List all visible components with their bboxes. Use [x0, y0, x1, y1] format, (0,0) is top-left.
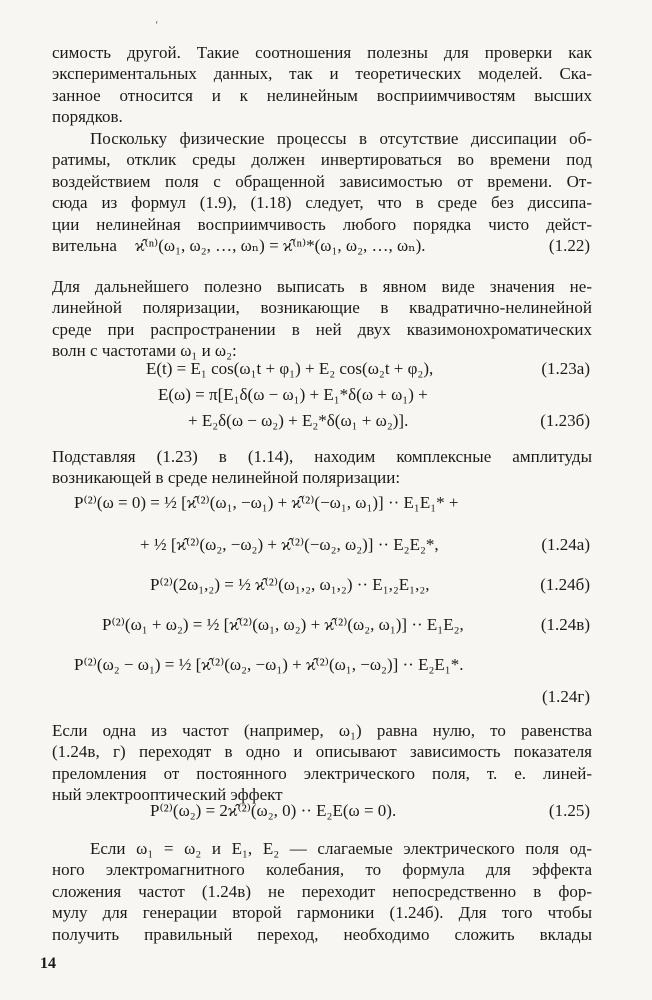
equation-number: (1.22) — [548, 236, 590, 255]
paragraph-sum-frequency — [52, 838, 592, 945]
margin-tick-mark: ʻ — [155, 20, 159, 31]
text-line: экспериментальных данных, так и теоретических моделей. Ска- — [52, 64, 592, 84]
equation-1-24b: P⁽²⁾(2ω₁,₂) = ½ ϰ̂⁽²⁾(ω₁,₂, ω₁,₂) ·· E₁,₂E₁,₂, — [150, 575, 430, 594]
equation-1-24g: P⁽²⁾(ω₂ − ω₁) = ½ [ϰ̂⁽²⁾(ω₂, −ω₁) + ϰ̂⁽²⁾(ω₁, −ω₂)] ·· E₂E₁*. — [74, 655, 464, 674]
text-line: занное относится и к нелинейным восприимчивостям высших — [52, 85, 592, 105]
text-line: линейной поляризации, возникающие в квадратично-нелинейной — [52, 298, 592, 318]
equation-1-25: P⁽²⁾(ω₂) = 2ϰ̂⁽²⁾(ω₂, 0) ·· E₂E(ω = 0). — [150, 801, 397, 820]
text-line: сложения частот (1.24в) не переходит непосредственно в фор- — [52, 881, 592, 901]
equation-1-23b-line1: E(ω) = π[E₁δ(ω − ω₁) + E₁*δ(ω + ω₁) + — [158, 385, 428, 404]
equation-number: (1.24в) — [540, 615, 590, 634]
text-line: ный электрооптический эффект — [52, 785, 283, 805]
equation-1-23a: E(t) = E₁ cos(ω₁t + φ₁) + E₂ cos(ω₂t + φ₂), — [146, 359, 434, 378]
equation-number: (1.24б) — [540, 575, 590, 594]
equation-number: (1.23а) — [541, 359, 590, 378]
equation-number: (1.25) — [548, 801, 590, 820]
text-line: воздействием поля с обращенной зависимостью от времени. От- — [52, 171, 592, 191]
equation-1-22: ϰ̂⁽ⁿ⁾(ω₁, ω₂, …, ωₙ) = ϰ̂⁽ⁿ⁾*(ω₁, ω₂, …, ωₙ). — [135, 236, 426, 255]
paragraph-polarization — [52, 276, 592, 362]
text-line: порядков. — [52, 107, 123, 127]
text-line: возникающей в среде нелинейной поляризации: — [52, 468, 401, 488]
text-line: Подставляя (1.23) в (1.14), находим комплексные амплитуды — [52, 447, 592, 466]
text-line: Для дальнейшего полезно выписать в явном виде значения не- — [52, 277, 592, 296]
text-line: ного электромагнитного колебания, то формула для эффекта — [52, 860, 592, 880]
text-line: ции нелинейная восприимчивость любого порядка чисто дейст- — [52, 214, 592, 234]
page-number: 14 — [40, 955, 56, 972]
text-line: волн с частотами ω₁ и ω₂: — [52, 341, 237, 361]
text-line: ратимы, отклик среды должен инвертироваться во времени под — [52, 150, 592, 170]
text-line: вительна — [52, 236, 117, 256]
paragraph-substitution — [52, 446, 592, 489]
text-line: мулу для генерации второй гармоники (1.24б). Для того чтобы — [52, 903, 592, 923]
equation-1-24v: P⁽²⁾(ω₁ + ω₂) = ½ [ϰ̂⁽²⁾(ω₁, ω₂) + ϰ̂⁽²⁾(ω₂, ω₁)] ·· E₁E₂, — [102, 615, 464, 634]
text-line: Если ω₁ = ω₂ и E₁, E₂ — слагаемые электрического поля од- — [90, 839, 592, 858]
text-line: получить правильный переход, необходимо сложить вклады — [52, 924, 592, 944]
text-line: Поскольку физические процессы в отсутствие диссипации об- — [90, 129, 592, 148]
text-line: среде при распространении в ней двух квазимонохроматических — [52, 319, 592, 339]
equation-1-24a-line1: P⁽²⁾(ω = 0) = ½ [ϰ̂⁽²⁾(ω₁, −ω₁) + ϰ̂⁽²⁾(−ω₁, ω₁)] ·· E₁E₁* + — [74, 493, 459, 512]
paragraph-continuation — [52, 42, 592, 128]
equation-number: (1.24г) — [541, 687, 590, 706]
text-line: (1.24в, г) переходят в одно и описывают зависимость показателя — [52, 742, 592, 762]
equation-number: (1.23б) — [540, 411, 590, 430]
text-line: сюда из формул (1.9), (1.18) следует, что в среде без диссипа- — [52, 193, 592, 213]
paragraph-zero-frequency — [52, 720, 592, 806]
text-line: Если одна из частот (например, ω₁) равна нулю, то равенства — [52, 721, 592, 740]
equation-number: (1.24а) — [541, 535, 590, 554]
equation-1-23b-line2: + E₂δ(ω − ω₂) + E₂*δ(ω₁ + ω₂)]. — [188, 411, 409, 430]
text-line: симость другой. Такие соотношения полезны для проверки как — [52, 43, 592, 62]
equation-1-24a-line2: + ½ [ϰ̂⁽²⁾(ω₂, −ω₂) + ϰ̂⁽²⁾(−ω₂, ω₂)] ·· E₂E₂*, — [140, 535, 439, 554]
text-line: преломления от постоянного электрического поля, т. е. линей- — [52, 763, 592, 783]
